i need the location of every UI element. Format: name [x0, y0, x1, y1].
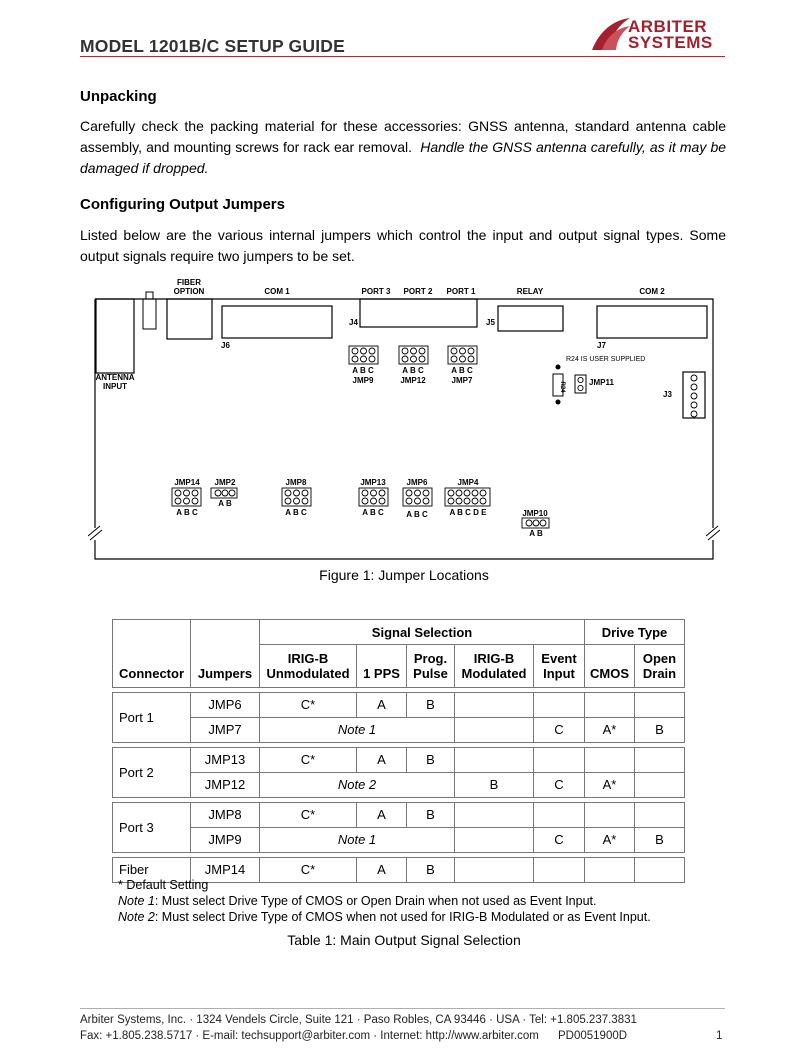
jmp6-pins: A B C [406, 510, 428, 519]
jmp10-label: JMP10 [522, 509, 548, 518]
footnote-default: * Default Setting [118, 878, 209, 892]
table-row: Port 3 JMP8 C* A B [113, 802, 685, 827]
jumper-location-diagram [88, 276, 720, 564]
unpacking-paragraph [80, 116, 726, 179]
logo-line-2: SYSTEMS [628, 33, 713, 52]
col-jumpers: Jumpers [191, 645, 260, 688]
table-row: JMP9 Note 1 C A* B [113, 827, 685, 852]
jmp12-block [399, 346, 428, 364]
jmp9-pins: A B C [352, 366, 374, 375]
title-rule [80, 56, 725, 57]
fiber-label-2: OPTION [173, 287, 205, 296]
document-title: MODEL 1201B/C SETUP GUIDE [80, 36, 345, 56]
jmp4-label: JMP4 [457, 478, 479, 487]
table-caption: Table 1: Main Output Signal Selection [287, 932, 521, 948]
connector-fiber: Fiber [113, 857, 191, 882]
r24-label: R24 [559, 381, 565, 393]
col-open-drain: Open Drain [635, 645, 685, 688]
col-1pps: 1 PPS [357, 645, 407, 688]
jmp8-pins: A B C [285, 508, 307, 517]
antenna-label-1: ANTENNA [95, 373, 135, 382]
signal-selection-group: Signal Selection [260, 620, 585, 645]
jmp9-block [349, 346, 378, 364]
port1-label: PORT 1 [446, 287, 476, 296]
jmp2-label: JMP2 [214, 478, 236, 487]
table-row: JMP12 Note 2 B C A* [113, 772, 685, 797]
jmp10-block [522, 518, 549, 528]
jmp13-pins: A B C [362, 508, 384, 517]
jmp7-label: JMP7 [451, 376, 473, 385]
jmp14-label: JMP14 [174, 478, 200, 487]
col-irigb-unmodulated: IRIG-B Unmodulated [260, 645, 357, 688]
com2-connector [597, 306, 707, 338]
col-event-input: Event Input [534, 645, 585, 688]
connector-port3: Port 3 [113, 802, 191, 852]
unpacking-text: Carefully check the packing material for these accessories: GNSS antenna, standard antenna cable assembly, and mounting screws for rack ear removal. [80, 118, 726, 155]
com1-label: COM 1 [264, 287, 290, 296]
footer-contact: Fax: +1.805.238.5717 · E-mail: techsupport@arbiter.com · Internet: http://www.arbiter.com [80, 1030, 539, 1042]
table-group-header [113, 620, 685, 645]
jmp4-pins: A B C D E [449, 508, 487, 517]
footer-address: Arbiter Systems, Inc. · 1324 Vendels Circle, Suite 121 · Paso Robles, CA 93446 · USA · Tel: +1.805.237.3831 [80, 1014, 637, 1026]
port2-label: PORT 2 [403, 287, 433, 296]
antenna-label-2: INPUT [103, 382, 127, 391]
com2-label: COM 2 [639, 287, 665, 296]
r24-note: R24 IS USER SUPPLIED [566, 356, 646, 363]
company-logo [590, 16, 730, 56]
signal-selection-table [112, 619, 685, 883]
drive-type-group: Drive Type [585, 620, 685, 645]
jumpers-paragraph: Listed below are the various internal jumpers which control the input and output signal types. Some output signals require two jumpers to be set. [80, 227, 726, 264]
table-row: Port 1 JMP6 C* A B [113, 692, 685, 717]
antenna-post [143, 299, 156, 329]
jmp2-block [211, 488, 237, 498]
jmp2-pins: A B [218, 499, 232, 508]
table-row: Port 2 JMP13 C* A B [113, 747, 685, 772]
table-row: JMP7 Note 1 C A* B [113, 717, 685, 742]
col-cmos: CMOS [585, 645, 635, 688]
jmp13-label: JMP13 [360, 478, 386, 487]
j4-connector [360, 299, 477, 327]
connector-port1: Port 1 [113, 692, 191, 742]
jmp8-label: JMP8 [285, 478, 307, 487]
jmp7-block [448, 346, 477, 364]
jmp12-pins: A B C [402, 366, 424, 375]
fiber-option-connector [167, 299, 212, 339]
jmp7-pins: A B C [451, 366, 473, 375]
jmp9-label: JMP9 [352, 376, 374, 385]
com1-connector [222, 306, 332, 338]
jmp14-pins: A B C [176, 508, 198, 517]
page-number: 1 [716, 1030, 723, 1042]
port3-label: PORT 3 [361, 287, 391, 296]
unpacking-heading: Unpacking [80, 88, 157, 105]
jmp11-label: JMP11 [589, 378, 614, 387]
j4-label: J4 [349, 318, 358, 327]
jmp13-block [359, 488, 388, 506]
footer-rule [80, 1008, 725, 1009]
table-column-header [113, 645, 685, 688]
table-row: Fiber JMP14 C* A B [113, 857, 685, 882]
jmp14-block [172, 488, 201, 506]
relay-connector [498, 306, 563, 331]
jmp6-label: JMP6 [406, 478, 428, 487]
antenna-connector [96, 299, 134, 373]
footnote-note1: Note 1: Must select Drive Type of CMOS or Open Drain when not used as Event Input. [118, 894, 597, 908]
col-connector: Connector [113, 645, 191, 688]
unpacking-warning: Handle the GNSS antenna carefully, as it may be damaged if dropped. [80, 139, 727, 176]
figure-caption: Figure 1: Jumper Locations [319, 567, 489, 583]
logo-mark-icon [590, 16, 632, 52]
jmp10-pins: A B [529, 529, 543, 538]
jmp8-block [282, 488, 311, 506]
jmp12-label: JMP12 [400, 376, 426, 385]
fiber-label-1: FIBER [177, 278, 201, 287]
footer-doc-number: PD0051900D [558, 1030, 628, 1042]
col-irigb-modulated: IRIG-B Modulated [455, 645, 534, 688]
jumpers-heading: Configuring Output Jumpers [80, 196, 285, 213]
jmp4-block [445, 488, 490, 506]
j5-label: J5 [486, 318, 495, 327]
footnote-note2: Note 2: Must select Drive Type of CMOS when not used for IRIG-B Modulated or as Event Input. [118, 910, 651, 924]
col-prog-pulse: Prog. Pulse [407, 645, 455, 688]
j6-label: J6 [221, 341, 230, 350]
jmp6-block [403, 488, 432, 506]
j7-label: J7 [597, 341, 606, 350]
relay-label: RELAY [516, 287, 544, 296]
j3-label: J3 [663, 390, 672, 399]
logo-line-1: ARBITER [628, 17, 708, 36]
connector-port2: Port 2 [113, 747, 191, 797]
